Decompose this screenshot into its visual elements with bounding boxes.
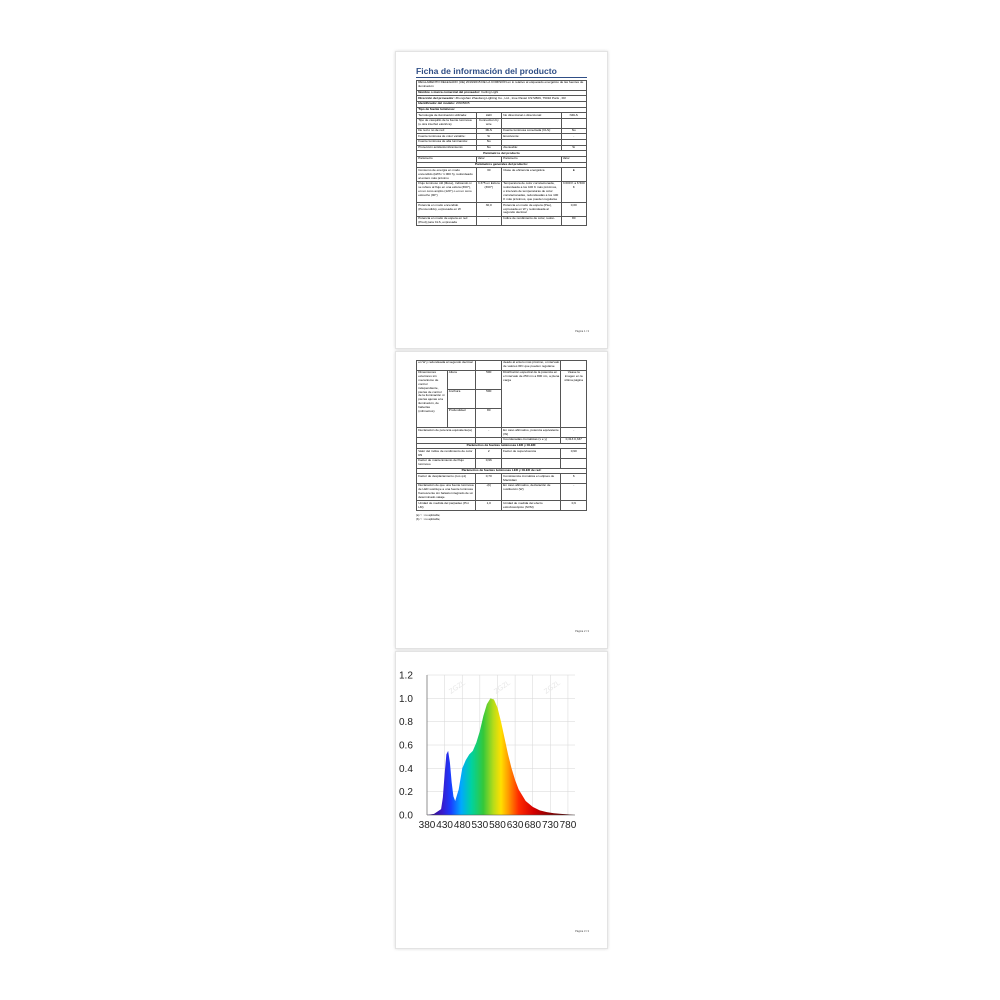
table-value: - bbox=[561, 483, 587, 500]
table-label bbox=[502, 119, 562, 129]
table-row bbox=[417, 216, 587, 226]
distribution-value: Véase la imagen en la última página bbox=[561, 370, 587, 428]
table-value: No bbox=[561, 128, 587, 134]
mains-section-heading: Parámetros de fuentes luminosas LED y OLED de red: bbox=[417, 468, 587, 474]
table-value bbox=[561, 119, 587, 129]
table-row bbox=[417, 181, 587, 202]
table-row bbox=[417, 501, 587, 511]
table-value: 0,00 bbox=[561, 203, 587, 217]
dimensions-label: Dimensiones exteriores sin mecanismo de control independiente, piezas de control de la iluminación ni piezas ajenas a la iluminación, de haberlas (milímetros) bbox=[417, 370, 448, 428]
table-label: Atenuable: bbox=[502, 145, 562, 151]
x-tick-label: 380 bbox=[418, 820, 436, 831]
table-row bbox=[417, 361, 587, 371]
table-row bbox=[417, 168, 587, 182]
table-value: 3 375 en Esfera (360°) bbox=[476, 181, 502, 202]
document-page-1 bbox=[395, 51, 608, 349]
table-label: Potencia en modo de espera (Pse), expresada en W y redondeada al segundo decimal bbox=[502, 203, 562, 217]
table-label: En caso afirmativo, potencia equivalente (W) bbox=[501, 428, 561, 438]
table-value: 2 bbox=[476, 449, 502, 459]
page-number: Página 3 / 3 bbox=[575, 930, 589, 933]
table-value: 30,0 bbox=[476, 203, 502, 217]
table-value: 0,96 bbox=[476, 458, 502, 468]
general-section-heading: Parámetros generales del producto: bbox=[417, 162, 587, 168]
x-tick-label: 430 bbox=[436, 820, 453, 831]
table-value: Sí bbox=[561, 145, 587, 151]
regulation-text: REGLAMENTO DELEGADO (UE) 2019/2015 DE LA COMISIÓN en lo relativo al etiquetado energético de las fuentes de iluminación bbox=[417, 81, 587, 91]
watermark-text: ZGZL bbox=[448, 679, 467, 696]
table-row bbox=[417, 449, 587, 459]
table-label: Factor de desplazamiento (cos φ1) bbox=[417, 474, 476, 484]
table-label: Potencia en modo encendido (Pencendido), expresada en W bbox=[417, 203, 477, 217]
table-label: Envolvente: bbox=[502, 134, 562, 140]
table-row bbox=[417, 119, 587, 129]
type-section-heading: Tipo de fuente luminosa: bbox=[417, 107, 587, 113]
table-label: Unidad de medida del efecto estroboscópico (SVM) bbox=[501, 501, 561, 511]
table-label: Fuente luminosa de color variable: bbox=[417, 134, 477, 140]
y-tick-label: 0.2 bbox=[399, 787, 413, 799]
table-label: Factor de supervivencia bbox=[501, 449, 561, 459]
table-label bbox=[501, 458, 561, 468]
table-label: en W y redondeada al segundo decimal bbox=[417, 361, 476, 371]
document-page-3 bbox=[395, 651, 608, 949]
table-label: Flujo luminoso útil (Φuse), indicando si se refiere al flujo en una esfera (360°), en un cono amplio (120°) o en un cono estrecho (90°) bbox=[417, 181, 477, 202]
table-row bbox=[417, 458, 587, 468]
supplier-address-row: Dirección del proveedor: Zhongshan Zhaoliang Lighting Co., Ltd., 1rue Pastel CS72809, 75010 Paris , FR bbox=[417, 96, 587, 102]
table-value: - bbox=[561, 428, 587, 438]
x-tick-label: 730 bbox=[541, 820, 559, 831]
table-label: Fuente luminosa conectada (CLS): bbox=[502, 128, 562, 134]
x-tick-label: 780 bbox=[559, 820, 577, 831]
table-label: De red o no de red: bbox=[417, 128, 477, 134]
document-page-2 bbox=[395, 351, 608, 649]
table-label: Potencia en modo de espera en red (Pred) para CLS, expresada bbox=[417, 216, 477, 226]
type-rows bbox=[417, 113, 587, 151]
table-label: Coordenadas cromáticas (x e y) bbox=[501, 437, 561, 443]
y-tick-label: 1.0 bbox=[399, 693, 413, 705]
y-tick-label: 1.2 bbox=[399, 670, 413, 682]
watermark-text: ZGZL bbox=[493, 679, 512, 696]
table-value: 30 bbox=[476, 168, 502, 182]
page-number: Página 1 / 3 bbox=[575, 330, 589, 333]
table-value bbox=[561, 361, 587, 371]
table-label: Tipo de casquillo de la fuente luminosa (u otra interfaz eléctrica) bbox=[417, 119, 477, 129]
table-row bbox=[417, 474, 587, 484]
table-label: Fuente luminosa de alta luminancia: bbox=[417, 140, 477, 146]
params-header-row: Parámetro Valor Parámetro Valor bbox=[417, 157, 587, 163]
table-value: No bbox=[476, 140, 502, 146]
table-row bbox=[417, 203, 587, 217]
footnote-a: (a) '-' : no aplicable; bbox=[416, 512, 441, 517]
table-value: 1,0 bbox=[476, 501, 502, 511]
product-info-table-continued: en W y redondeada al segundo decimal deado al entero más próximo, o intervalo de valores IRC que pueden regularse Dimensiones exteriores sin mecanismo de control independiente, piezas de control de la iluminación ni piezas ajenas a la iluminación, de haberlas (milímetros) Altura 500 Distribución espectral de la potencia en el intervalo de 250 nm a 800 nm, a plena carga Véase la imagen en la última página Anchura 500 Profundidad 80 Declaración de potencia equivalente(a) - En caso afirmativo, potencia equivalente (W) - Coordenadas cromáticas (x e y) 0,313 0,337 Parámetros de fuentes luminosas LED y OLED: Valor del índice de rendimiento de color R9 2 Factor de supervivencia 0,90 Factor de mantenimiento del flujo luminoso 0,96 Parámetros de fuentes luminosas LED y OLED de red: Factor de desplazamiento (cos φ1) 0,70 Consistencia cromática en elipses de MacAdam 6 Declaración de que una fuente luminosa de LED sustituye a una fuente luminosa fluorescente sin balasto integrado de un determinado vataje. -(b) En caso afirmativo, declaración de sustitución (W) - Unidad de medida del parpadeo (Pst LM) 1,0 Unidad de medida del efecto estroboscópico (SVM) 0,9 bbox=[416, 360, 587, 511]
led-section-heading: Parámetros de fuentes luminosas LED y OLED: bbox=[417, 443, 587, 449]
general-rows bbox=[417, 168, 587, 226]
table-label: Factor de mantenimiento del flujo luminoso bbox=[417, 458, 476, 468]
spectral-distribution-chart bbox=[396, 652, 607, 948]
table-label: deado al entero más próximo, o intervalo de valores IRC que pueden regularse bbox=[503, 360, 560, 369]
y-axis-ticks bbox=[399, 671, 413, 822]
table-label: Unidad de medida del parpadeo (Pst LM) bbox=[417, 501, 476, 511]
table-value: NDLS bbox=[561, 113, 587, 119]
table-value: 0,313 0,337 bbox=[561, 437, 587, 443]
chart-series bbox=[427, 698, 575, 815]
y-tick-label: 0.0 bbox=[399, 810, 413, 822]
x-tick-label: 630 bbox=[506, 820, 524, 831]
table-value: 3 000 K a 6 500 K bbox=[561, 181, 587, 202]
table-label: En caso afirmativo, declaración de sustitución (W) bbox=[501, 483, 561, 500]
model-row: Identificador del modelo: 20905605 bbox=[417, 101, 587, 107]
table-value bbox=[476, 361, 502, 371]
page-number: Página 2 / 3 bbox=[575, 630, 589, 633]
table-label: Consumo de energía en modo encendido (kWh / 1 000 h), redondeado al entero más próximo bbox=[417, 168, 477, 182]
x-tick-label: 480 bbox=[453, 820, 471, 831]
watermark-text: ZGZL bbox=[543, 679, 562, 696]
product-info-table bbox=[416, 80, 587, 226]
table-value: -(b) bbox=[476, 483, 502, 500]
footnote-b: (b) '-' : no aplicable; bbox=[416, 516, 441, 521]
table-value: 6 bbox=[561, 474, 587, 484]
x-tick-label: 580 bbox=[489, 820, 506, 831]
params-section-heading: Parámetros del producto bbox=[417, 151, 587, 157]
table-value bbox=[561, 458, 587, 468]
table-value: - bbox=[561, 134, 587, 140]
table-value: Sí bbox=[476, 134, 502, 140]
table-label: Valor del índice de rendimiento de color R9 bbox=[417, 449, 476, 459]
table-value: LED bbox=[476, 113, 502, 119]
x-tick-label: 530 bbox=[471, 820, 489, 831]
table-value: 0,90 bbox=[561, 449, 587, 459]
y-tick-label: 0.8 bbox=[399, 717, 413, 729]
equivalent-power-rows bbox=[417, 428, 587, 443]
table-label: Protección antideslumbramiento: bbox=[417, 145, 477, 151]
table-value: - bbox=[476, 428, 502, 438]
table-value: No bbox=[476, 145, 502, 151]
table-label: Consistencia cromática en elipses de MacAdam bbox=[501, 474, 561, 484]
mains-rows bbox=[417, 474, 587, 511]
x-tick-label: 680 bbox=[524, 820, 542, 831]
document-title: Ficha de información del producto bbox=[416, 66, 587, 78]
table-value: 80 bbox=[561, 216, 587, 226]
table-label: Índice de rendimiento de color, redon- bbox=[502, 216, 562, 226]
table-label: Declaración de que una fuente luminosa de LED sustituye a una fuente luminosa fluorescente sin balasto integrado de un determinado vataje. bbox=[417, 483, 476, 500]
led-rows bbox=[417, 449, 587, 468]
table-value: 0,9 bbox=[561, 501, 587, 511]
table-label: Clase de eficiencia energética bbox=[502, 168, 562, 182]
table-label: Temperatura de color correlacionada, redondeada a los 100 K más próximos, o intervalo de temperaturas de color correlacionadas, redondeadas a los 100 K más próximos, que pueden regularse bbox=[502, 181, 562, 202]
table-label: Tecnología de iluminación utilizada: bbox=[417, 113, 477, 119]
supplier-name-row: Nombre o marca comercial del proveedor: Ceiling Light bbox=[417, 90, 587, 96]
continued-rows bbox=[417, 361, 587, 371]
table-value: - bbox=[476, 216, 502, 226]
y-tick-label: 0.4 bbox=[399, 763, 413, 775]
table-value: E bbox=[561, 168, 587, 182]
table-label: Declaración de potencia equivalente(a) bbox=[417, 428, 476, 438]
x-axis-ticks bbox=[419, 820, 577, 831]
table-row bbox=[417, 428, 587, 438]
table-row bbox=[417, 483, 587, 500]
table-value: MLS bbox=[476, 128, 502, 134]
spectrum-area bbox=[427, 698, 575, 815]
dimensions-row: Dimensiones exteriores sin mecanismo de control independiente, piezas de control de la iluminación ni piezas ajenas a la iluminación, de haberlas (milímetros) Altura 500 Distribución espectral de la potencia en el intervalo de 250 nm a 800 nm, a plena carga Véase la imagen en la última página bbox=[417, 370, 587, 389]
table-label: No direccional o direccional: bbox=[502, 113, 562, 119]
table-value: Connection by wire bbox=[476, 119, 502, 129]
y-tick-label: 0.6 bbox=[399, 740, 413, 752]
distribution-label: Distribución espectral de la potencia en el intervalo de 250 nm a 800 nm, a plena carga bbox=[501, 370, 561, 428]
table-value: 0,70 bbox=[476, 474, 502, 484]
chart-watermarks bbox=[448, 680, 562, 696]
